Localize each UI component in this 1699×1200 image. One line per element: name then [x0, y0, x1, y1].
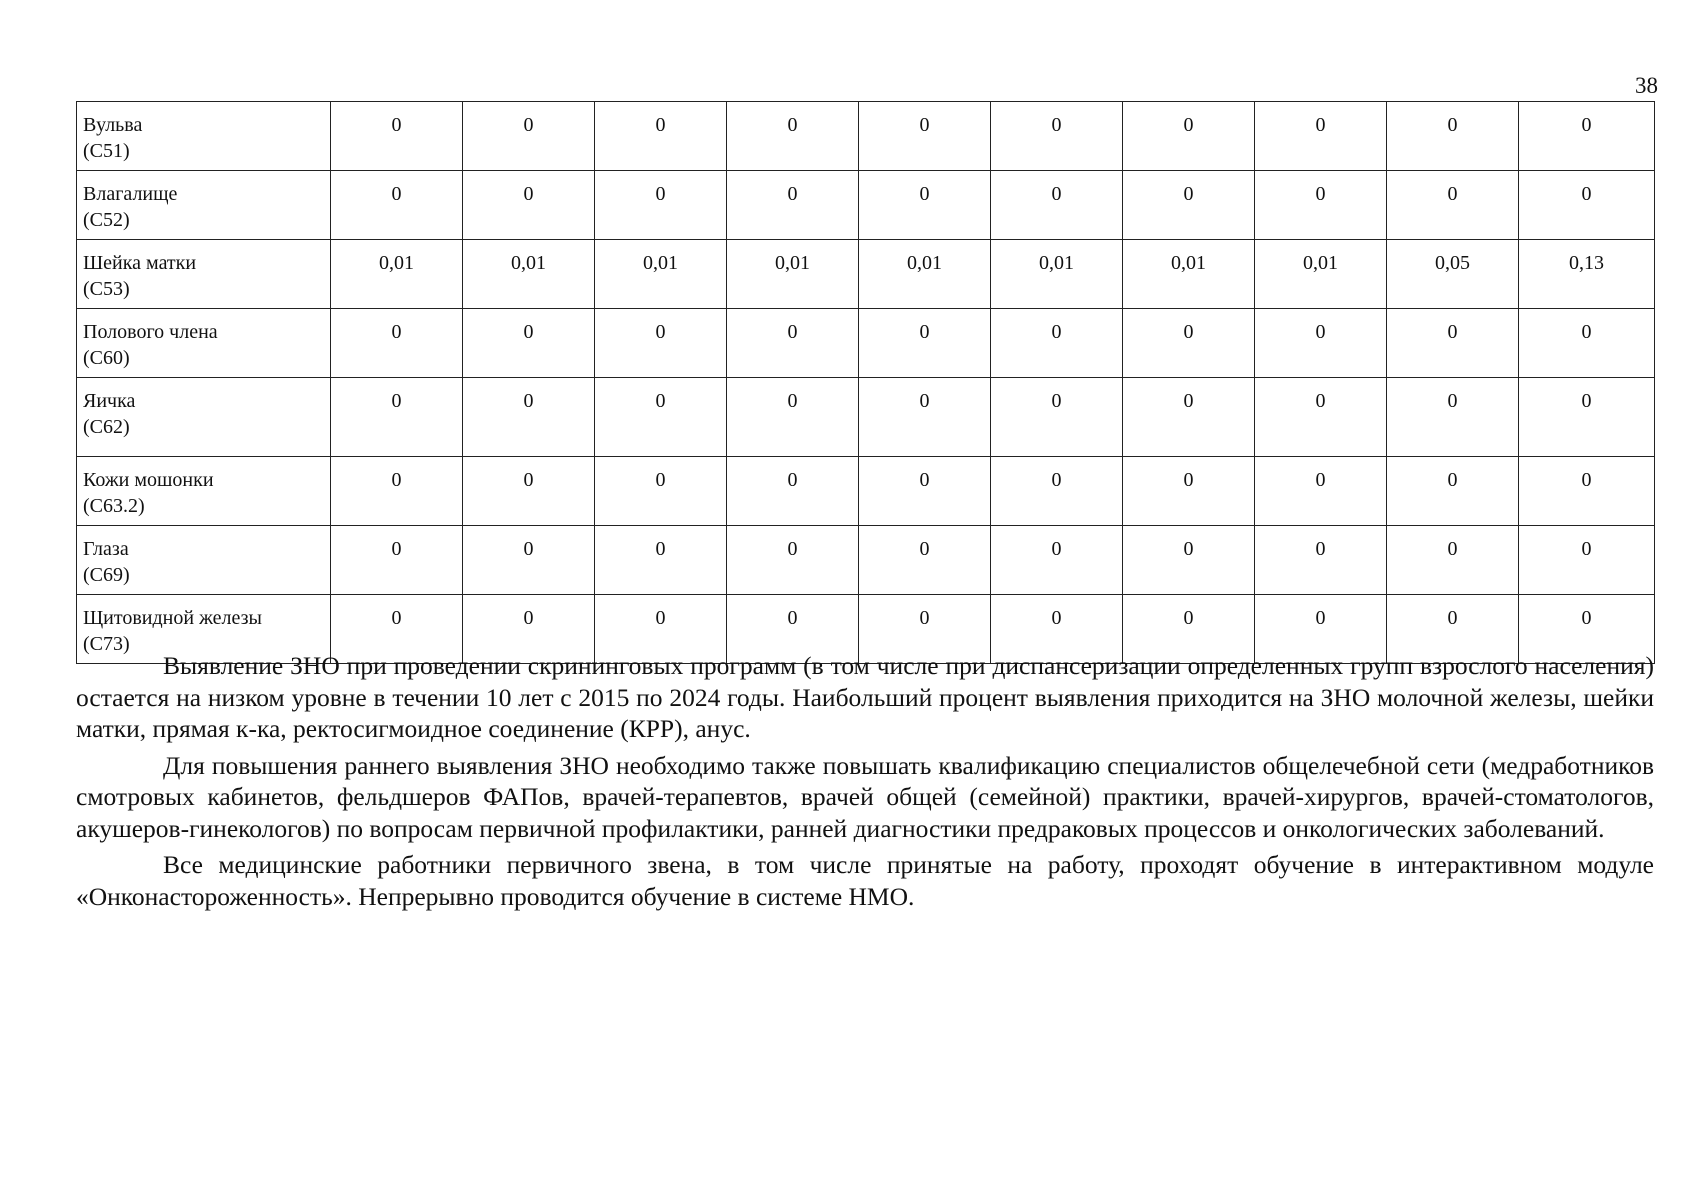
row-label — [77, 240, 331, 309]
table-cell: 0 — [991, 595, 1123, 664]
row-name: Щитовидной железы — [83, 607, 262, 629]
table-cell: 0 — [1387, 171, 1519, 240]
row-code: (С62) — [83, 416, 130, 438]
table-cell: 0 — [463, 102, 595, 171]
table-cell: 0,01 — [595, 240, 727, 309]
table-cell: 0 — [1255, 102, 1387, 171]
table-cell: 0 — [595, 457, 727, 526]
table-cell: 0 — [331, 526, 463, 595]
row-name: Глаза — [83, 538, 129, 560]
table-cell: 0 — [1519, 171, 1655, 240]
table-cell: 0 — [991, 457, 1123, 526]
table-cell: 0 — [727, 171, 859, 240]
row-label — [77, 378, 331, 457]
table-body — [77, 102, 1655, 664]
table-cell: 0 — [727, 309, 859, 378]
table-row — [77, 171, 1655, 240]
row-name: Влагалище — [83, 183, 178, 205]
row-name: Полового члена — [83, 321, 218, 343]
row-label — [77, 526, 331, 595]
table-cell: 0 — [1255, 309, 1387, 378]
table-cell: 0 — [1255, 457, 1387, 526]
row-name: Кожи мошонки — [83, 469, 214, 491]
table-cell: 0 — [463, 526, 595, 595]
table-cell: 0 — [463, 171, 595, 240]
table-cell: 0 — [331, 171, 463, 240]
table-cell: 0 — [1519, 595, 1655, 664]
table-cell: 0 — [727, 526, 859, 595]
page-number: 38 — [1635, 73, 1658, 98]
row-label — [77, 102, 331, 171]
table-cell: 0 — [1387, 378, 1519, 457]
table-row — [77, 309, 1655, 378]
table-cell: 0 — [727, 378, 859, 457]
table-cell: 0 — [859, 102, 991, 171]
table-cell: 0,01 — [859, 240, 991, 309]
row-label — [77, 171, 331, 240]
table-cell: 0,01 — [727, 240, 859, 309]
table-cell: 0 — [1387, 457, 1519, 526]
table-cell: 0 — [1519, 378, 1655, 457]
table-cell: 0 — [991, 378, 1123, 457]
table-cell: 0 — [859, 595, 991, 664]
table-cell: 0 — [463, 457, 595, 526]
row-name: Яичка — [83, 390, 136, 412]
table-cell: 0,01 — [1123, 240, 1255, 309]
table-cell: 0 — [1255, 378, 1387, 457]
table-cell: 0 — [331, 102, 463, 171]
table-cell: 0 — [991, 171, 1123, 240]
table-cell: 0 — [1123, 457, 1255, 526]
table-cell: 0 — [1519, 309, 1655, 378]
table-cell: 0 — [1519, 102, 1655, 171]
table-cell: 0 — [463, 595, 595, 664]
table-row — [77, 378, 1655, 457]
table-cell: 0 — [1255, 526, 1387, 595]
table-cell: 0 — [595, 595, 727, 664]
table-cell: 0 — [1123, 526, 1255, 595]
table-cell: 0 — [595, 378, 727, 457]
table-cell: 0 — [1123, 102, 1255, 171]
table-cell: 0,01 — [331, 240, 463, 309]
row-code: (С63.2) — [83, 495, 145, 517]
table-cell: 0 — [1387, 595, 1519, 664]
table-cell: 0 — [1387, 526, 1519, 595]
table-cell: 0 — [463, 309, 595, 378]
paragraph: Выявление ЗНО при проведении скрининговых программ (в том числе при диспансеризации определенных групп взрослого населения) остается на низком уровне в течении 10 лет с 2015 по 2024 годы. Наибольший процент выявления приходится на ЗНО молочной железы, шейки матки, прямая к-ка, ректосигмоидное соединение (КРР), анус. — [76, 651, 1654, 743]
table-cell: 0 — [595, 171, 727, 240]
paragraph: Все медицинские работники первичного звена, в том числе принятые на работу, проходят обучение в интерактивном модуле «Онконастороженность». Непрерывно проводится обучение в системе НМО. — [76, 850, 1654, 911]
table-cell: 0 — [1387, 102, 1519, 171]
table-cell: 0 — [595, 309, 727, 378]
table-cell: 0,01 — [991, 240, 1123, 309]
table-cell: 0 — [1519, 526, 1655, 595]
table-cell: 0 — [1123, 309, 1255, 378]
table-cell: 0 — [331, 457, 463, 526]
paragraph: Для повышения раннего выявления ЗНО необходимо также повышать квалификацию специалистов общелечебной сети (медработников смотровых кабинетов, фельдшеров ФАПов, врачей-терапевтов, врачей общей (семейной) практики, врачей-хирургов, врачей-стоматологов, акушеров-гинекологов) по вопросам первичной профилактики, ранней диагностики предраковых процессов и онкологических заболеваний. — [76, 750, 1654, 843]
table-cell: 0 — [331, 309, 463, 378]
table-cell: 0,01 — [1255, 240, 1387, 309]
table-cell: 0 — [859, 309, 991, 378]
row-name: Шейка матки — [83, 252, 197, 274]
table-cell: 0 — [859, 378, 991, 457]
table-cell: 0,05 — [1387, 240, 1519, 309]
row-code: (С69) — [83, 564, 130, 586]
table-cell: 0 — [1123, 595, 1255, 664]
table-cell: 0 — [1255, 595, 1387, 664]
table-cell: 0,13 — [1519, 240, 1655, 309]
row-label — [77, 457, 331, 526]
table-cell: 0 — [331, 378, 463, 457]
row-code: (С60) — [83, 347, 130, 369]
table-cell: 0 — [1123, 171, 1255, 240]
table-cell: 0 — [727, 595, 859, 664]
row-code: (С51) — [83, 140, 130, 162]
row-code: (С52) — [83, 209, 130, 231]
table-cell: 0 — [1255, 171, 1387, 240]
row-code: (С73) — [83, 633, 130, 655]
table-cell: 0 — [859, 457, 991, 526]
table-cell: 0 — [727, 457, 859, 526]
table-cell: 0 — [1387, 309, 1519, 378]
table-cell: 0 — [991, 102, 1123, 171]
body-text — [76, 650, 1654, 917]
table-cell: 0 — [991, 309, 1123, 378]
data-table — [76, 101, 1655, 664]
table-cell: 0 — [595, 526, 727, 595]
table-row — [77, 240, 1655, 309]
table-cell: 0 — [331, 595, 463, 664]
table-cell: 0 — [1519, 457, 1655, 526]
table-cell: 0 — [463, 378, 595, 457]
table-cell: 0,01 — [463, 240, 595, 309]
table-cell: 0 — [859, 171, 991, 240]
table-row — [77, 526, 1655, 595]
row-label — [77, 309, 331, 378]
row-name: Вульва — [83, 114, 143, 136]
table-cell: 0 — [595, 102, 727, 171]
table-cell: 0 — [859, 526, 991, 595]
row-code: (С53) — [83, 278, 130, 300]
table-cell: 0 — [991, 526, 1123, 595]
table-row — [77, 457, 1655, 526]
table-cell: 0 — [1123, 378, 1255, 457]
table-row — [77, 102, 1655, 171]
table-cell: 0 — [727, 102, 859, 171]
